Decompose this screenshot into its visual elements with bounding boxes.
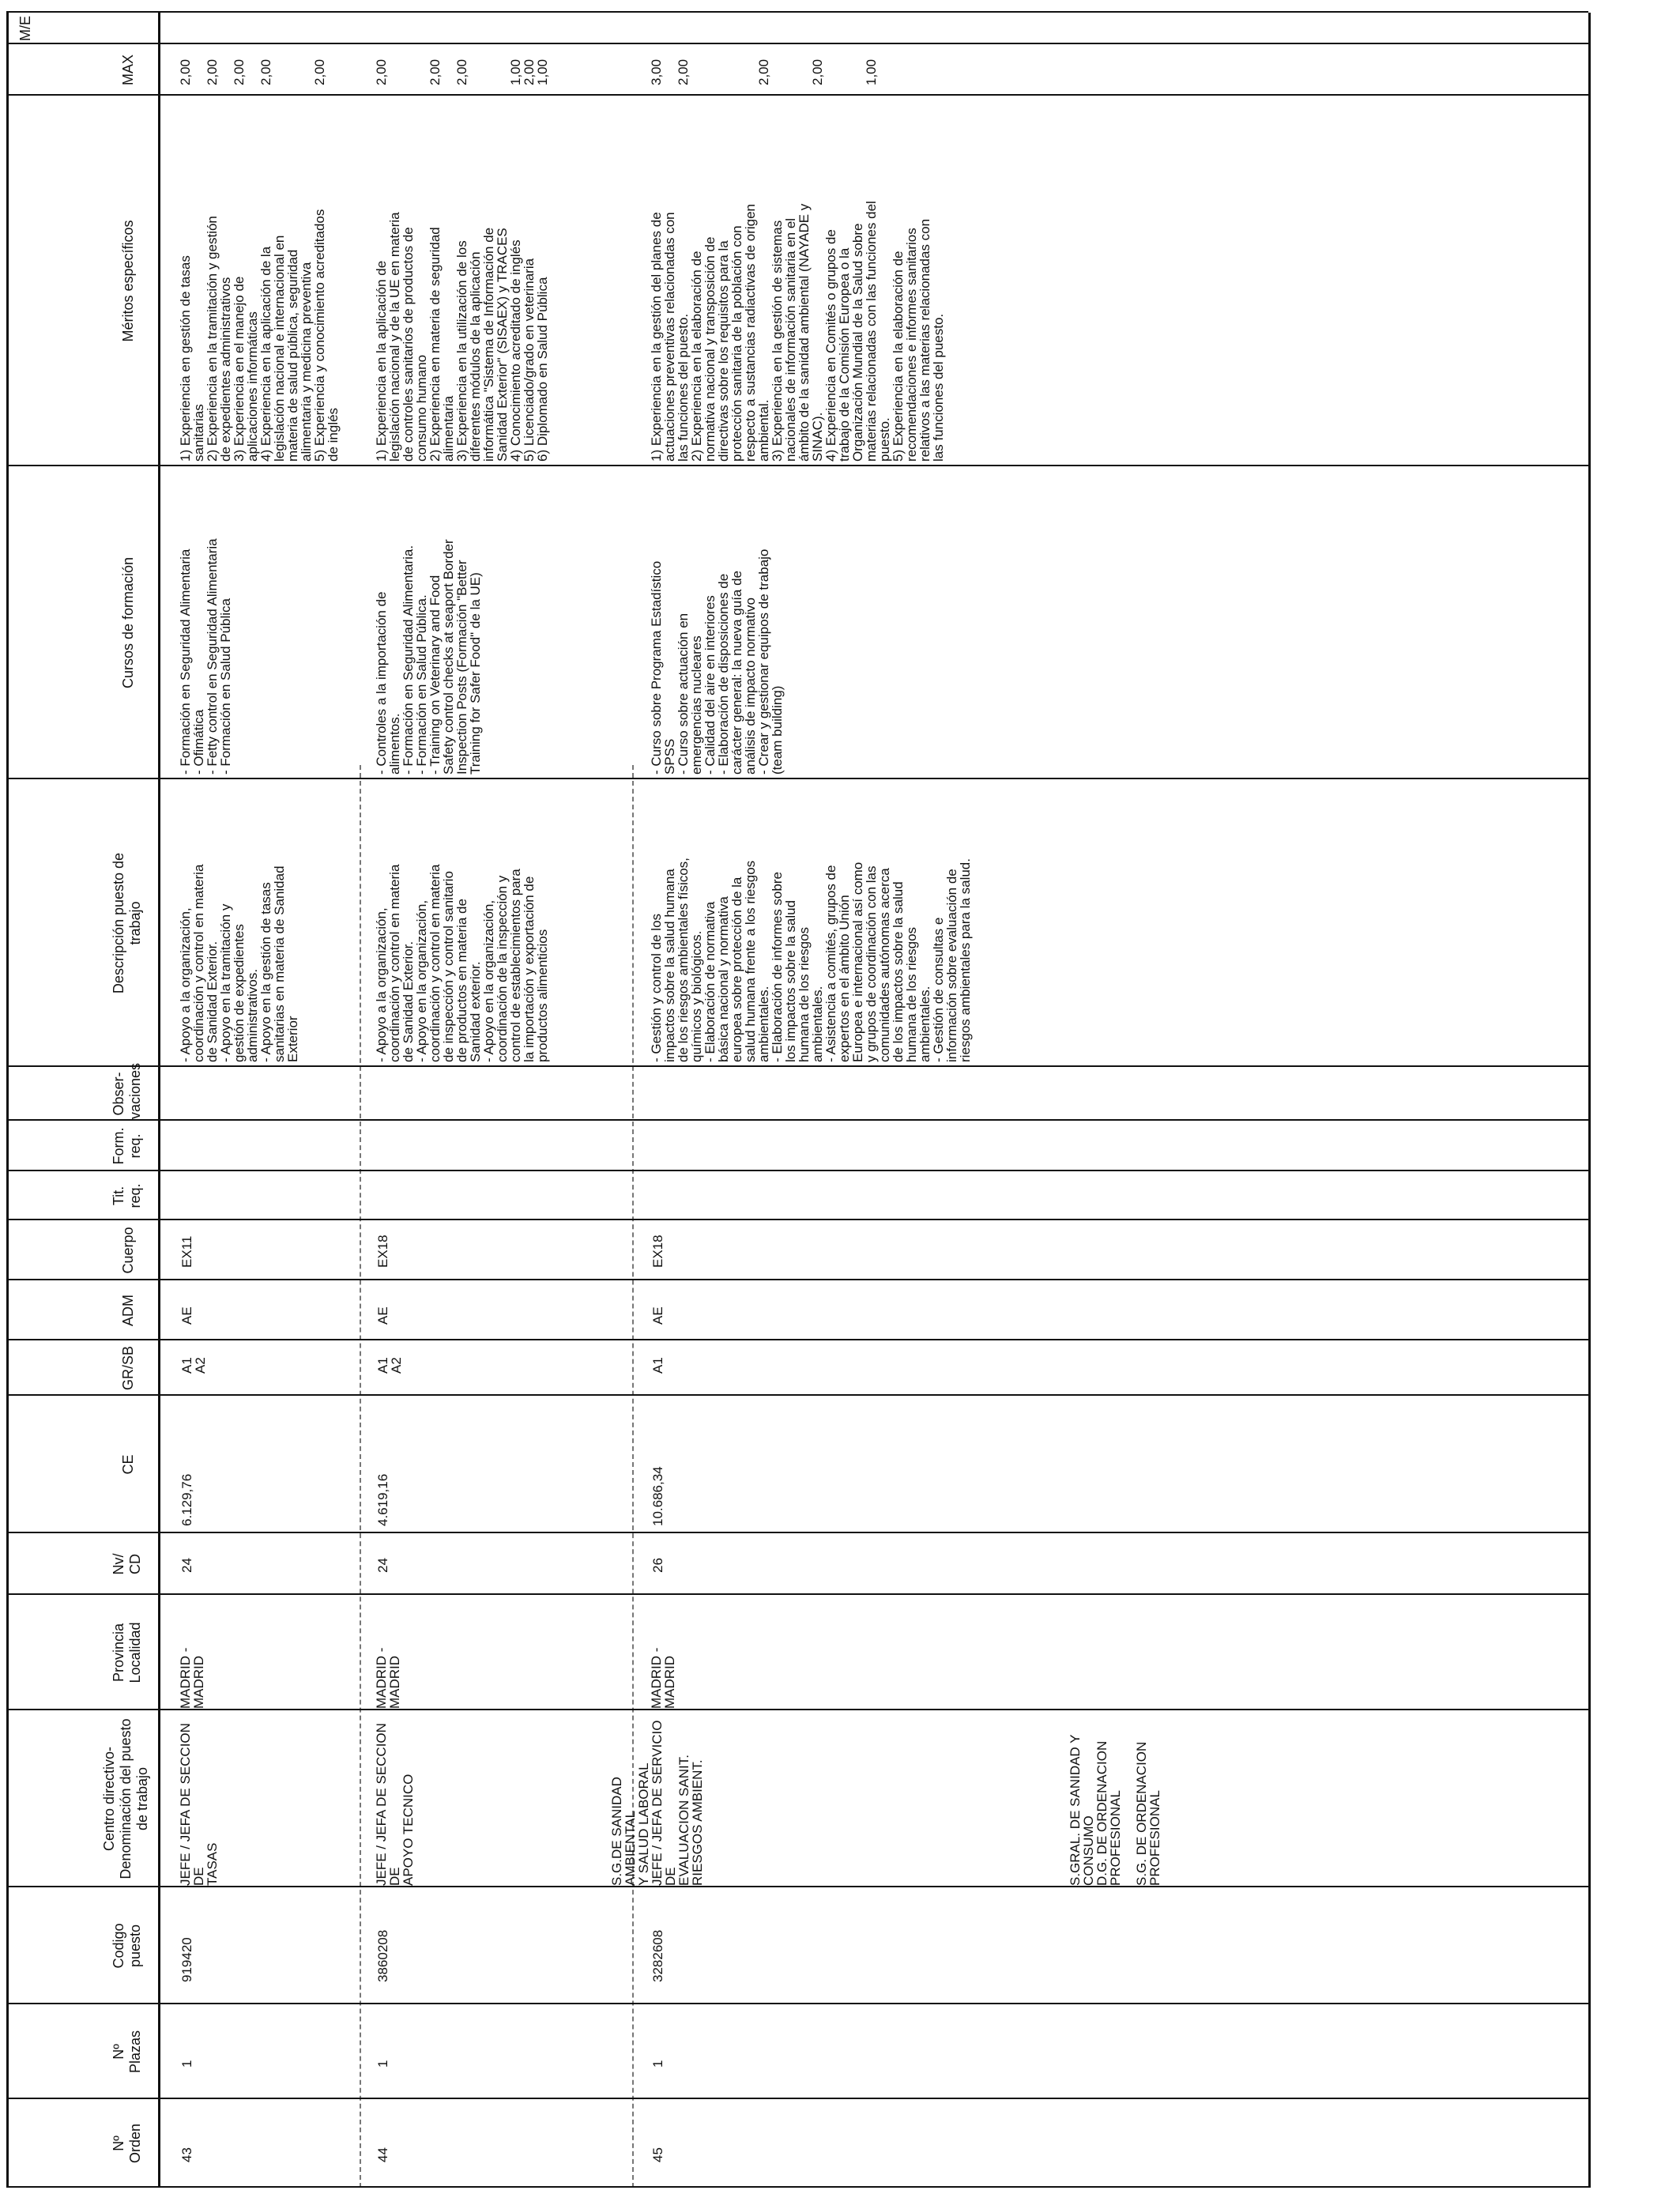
row-43-orden: 43 bbox=[179, 2147, 194, 2162]
header-provincia: Provincia Localidad bbox=[111, 1622, 143, 1683]
row-45-adm: AE bbox=[650, 1306, 665, 1325]
row-43-max: 2,00 2,00 2,00 2,00 2,00 bbox=[178, 58, 327, 85]
row-43-ce: 6.129,76 bbox=[179, 1473, 194, 1526]
row-43-cursos: - Formación en Seguridad Alimentaria - Ofimática - Fetty control en Seguridad Alimentaria - Formación en Salud Pública bbox=[178, 538, 233, 775]
footer-note-sgral: S.GRAL. DE SANIDAD Y CONSUMO D.G. DE ORDENACION PROFESIONAL bbox=[1068, 1734, 1123, 1886]
row-45-meritos: 1) Experiencia en la gestión del planes de actuaciones preventivas relacionadas con las funciones del puesto. 2) Experiencia en la elaboración de normativa nacional y transposición de directivas sobre los requisitos para la protección sanitaria de la población con respecto a sustancias radiactivas de origen ambiental. 3) Experiencia en la gestión de sistemas nacionales de información sanitaria en el ámbito de la sanidad ambiental (NAYADE y SINAC). 4) Experiencia en Comités o grupos de trabajo de la Comisión Europea o la Organización Mundial de la Salud sobre materias relacionadas con las funciones del puesto. 5) Experiencia en la elaboración de recomendaciones e informes sanitarios relativos a las materias relacionadas con las funciones del puesto. bbox=[649, 201, 946, 462]
col-divider bbox=[6, 43, 1588, 44]
col-divider bbox=[6, 1339, 1588, 1340]
row-45-codigo: 3282608 bbox=[650, 1929, 665, 1982]
row-45-orden: 45 bbox=[650, 2147, 665, 2162]
table-top-border bbox=[6, 13, 9, 2188]
header-cursos: Cursos de formación bbox=[120, 556, 136, 689]
row-45-centro: S.G.DE SANIDAD AMBIENTAL Y SALUD LABORAL JEFE / JEFA DE SERVICIO DE EVALUACION SANIT. RIESGOS AMBIENT. bbox=[609, 1720, 705, 1886]
row-45-grupo: A1 bbox=[650, 1357, 665, 1374]
header-plazas: Nº Plazas bbox=[111, 2030, 143, 2074]
header-descripcion: Descripción puesto de trabajo bbox=[111, 852, 143, 994]
row-45-plazas: 1 bbox=[650, 2060, 665, 2068]
header-obs: Obser- vaciones bbox=[111, 1062, 143, 1119]
col-divider bbox=[6, 1119, 1588, 1121]
col-divider bbox=[6, 1593, 1588, 1595]
row-43-nivel: 24 bbox=[179, 1558, 194, 1573]
row-43-descripcion: - Apoyo a la organización, coordinación y control en materia de Sanidad Exterior. - Apoyo en la tramitación y gestión de expedientes administrativos. - Apoyo en la gestión de tasas sanitarias en materia de Sanidad Exterior bbox=[178, 864, 300, 1062]
row-45-cursos: - Curso sobre Programa Estadístico SPSS - Curso sobre actuación en emergencias nucleares - Calidad del aire en interiores - Elaboración de disposiciones de carácter general: la nueva guía de análisis de impacto normativo - Crear y gestionar equipos de trabajo (team building) bbox=[649, 548, 785, 775]
row-45-max: 3,00 2,00 2,00 2,00 1,00 bbox=[649, 58, 879, 85]
header-separator bbox=[158, 13, 160, 2188]
header-ce: CE bbox=[120, 1454, 136, 1475]
row-44-centro: JEFE / JEFA DE SECCION DE APOYO TECNICO bbox=[374, 1723, 416, 1886]
row-43-plazas: 1 bbox=[179, 2060, 194, 2068]
header-centro: Centro directivo- Denominación del puesto de trabajo bbox=[101, 1718, 150, 1879]
row-43-centro: JEFE / JEFA DE SECCION DE TASAS bbox=[178, 1723, 220, 1886]
header-codigo: Codigo puesto bbox=[111, 1923, 143, 1969]
col-divider bbox=[6, 1394, 1588, 1396]
header-adm: ADM bbox=[120, 1295, 136, 1326]
col-divider bbox=[6, 1532, 1588, 1533]
header-nivel: Nv/ CD bbox=[111, 1553, 143, 1575]
row-separator bbox=[360, 765, 361, 2188]
row-44-cuerpo: EX18 bbox=[375, 1235, 390, 1268]
col-divider bbox=[6, 94, 1588, 96]
col-divider bbox=[6, 1886, 1588, 1887]
col-divider bbox=[6, 1219, 1588, 1220]
row-43-codigo: 919420 bbox=[179, 1937, 194, 1982]
row-44-adm: AE bbox=[375, 1306, 390, 1325]
row-44-grupo: A1 A2 bbox=[375, 1357, 404, 1374]
row-43-provincia: MADRID - MADRID bbox=[178, 1647, 206, 1709]
row-44-orden: 44 bbox=[375, 2147, 390, 2162]
row-45-cuerpo: EX18 bbox=[650, 1235, 665, 1268]
col-divider bbox=[6, 465, 1588, 466]
row-43-grupo: A1 A2 bbox=[179, 1357, 208, 1374]
row-44-max: 2,00 2,00 2,00 1,00 2,00 1,00 bbox=[374, 58, 550, 85]
row-44-ce: 4.619,16 bbox=[375, 1473, 390, 1526]
row-44-meritos: 1) Experiencia en la aplicación de legislación nacional y de la UE en materia de controles sanitarios de productos de consumo humano 2) Experiencia en materia de seguridad alimentaria 3) Experiencia en la utilización de los diferentes módulos de la aplicación informática "Sistema de Información de Sanidad Exterior" (SISAEX) y TRACES 4) Conocimiento acreditado de inglés 5) Licenciado/grado en veterinaria 6) Diplomado en Salud Pública bbox=[374, 212, 550, 462]
footer-note-sg-ordenacion: S.G. DE ORDENACION PROFESIONAL bbox=[1134, 1741, 1162, 1886]
header-me: M/E bbox=[17, 16, 33, 42]
row-45-ce: 10.686,34 bbox=[650, 1466, 665, 1526]
row-45-provincia: MADRID - MADRID bbox=[649, 1647, 677, 1709]
table-bottom-border bbox=[1588, 13, 1591, 2188]
col-divider bbox=[6, 11, 1588, 13]
row-43-cuerpo: EX11 bbox=[179, 1235, 194, 1268]
col-divider bbox=[6, 2098, 1588, 2099]
col-divider bbox=[6, 778, 1588, 779]
row-45-descripcion: - Gestión y control de los impactos sobre la salud humana de los riesgos ambientales físicos, químicos y biológicos. - Elaboración de normativa básica nacional y normativa europea sobre protección de la salud humana frente a los riesgos ambientales. - Elaboración de informes sobre los impactos sobre la salud humana de los riesgos ambientales. - Asistencia a comités, grupos de expertos en el ámbito Unión Europea e internacional así como y grupos de coordinación con las comunidades autónomas acerca de los impactos sobre la salud humana de los riesgos ambientales. - Gestión de consultas e información sobre evaluación de riesgos ambientales para la salud. bbox=[649, 858, 973, 1062]
col-divider bbox=[6, 1170, 1588, 1171]
header-tit: Tit. req. bbox=[111, 1183, 143, 1208]
row-44-provincia: MADRID - MADRID bbox=[374, 1647, 402, 1709]
col-divider bbox=[6, 1065, 1588, 1067]
row-45-nivel: 26 bbox=[650, 1558, 665, 1573]
row-44-plazas: 1 bbox=[375, 2060, 390, 2068]
row-44-descripcion: - Apoyo a la organización, coordinación y control en materia de Sanidad Exterior. - Apoyo en la organización, coordinación y control en materia de inspección y control sanitario de productos en materia de Sanidad exterior. - Apoyo en la organización, coordinación de la inspección y control de establecimientos para la importación y exportación de productos alimenticios bbox=[374, 864, 550, 1062]
row-44-codigo: 3860208 bbox=[375, 1929, 390, 1982]
header-form: Form. req. bbox=[111, 1127, 143, 1165]
col-divider bbox=[6, 1709, 1588, 1710]
col-divider bbox=[6, 2186, 1588, 2188]
header-grupo: GR/SB bbox=[120, 1346, 136, 1391]
row-44-nivel: 24 bbox=[375, 1558, 390, 1573]
col-divider bbox=[6, 1279, 1588, 1280]
header-cuerpo: Cuerpo bbox=[120, 1227, 136, 1274]
row-43-adm: AE bbox=[179, 1306, 194, 1325]
header-max: MAX bbox=[120, 55, 136, 86]
header-orden: Nº Orden bbox=[111, 2123, 143, 2164]
row-44-cursos: - Controles a la importación de alimentos. - Formación en Seguridad Alimentaria. - Formación en Salud Pública. - Training on Veterinary and Food Safety control checks at seaport Border Inspection Posts (Formación "Better Training for Safer Food" de la UE) bbox=[374, 539, 483, 775]
col-divider bbox=[6, 2003, 1588, 2004]
header-meritos: Méritos específicos bbox=[120, 220, 136, 342]
row-separator bbox=[632, 765, 634, 2188]
row-43-meritos: 1) Experiencia en gestión de tasas sanitarias 2) Experiencia en la tramitación y gestión de expedientes administrativos 3) Experiencia en el manejo de aplicaciones informáticas 4) Experiencia en la aplicación de la legislación nacional e internacional en materia de salud pública, seguridad alimentaria y medicina preventiva 5) Experiencia y conocimiento acreditados de inglés bbox=[178, 209, 341, 462]
